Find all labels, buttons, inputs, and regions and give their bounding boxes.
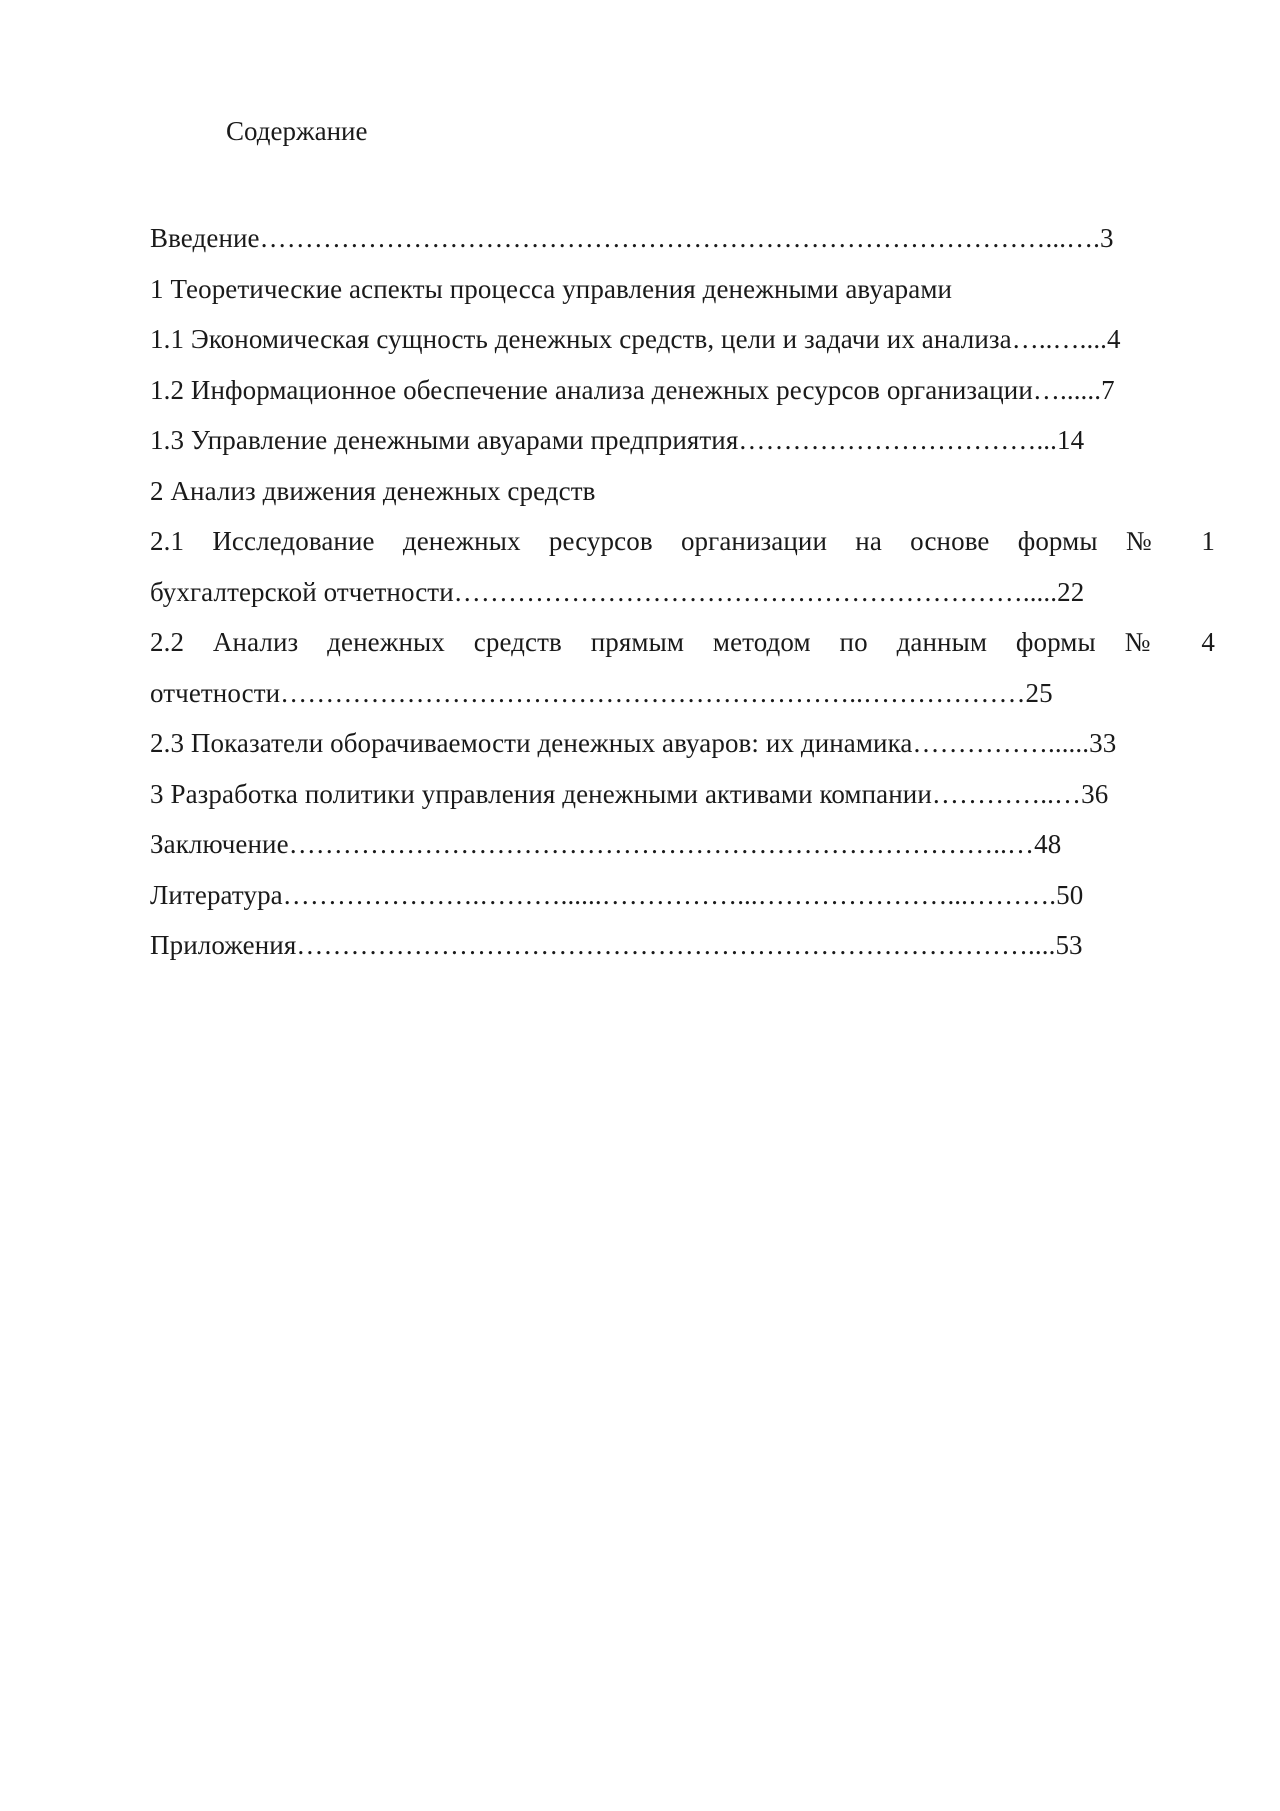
toc-entry-appendices: Приложения………………………………………………………………………....53 [150, 930, 1083, 960]
table-of-contents [150, 213, 1215, 971]
toc-entry-chapter-1: 1 Теоретические аспекты процесса управления денежными авуарами [150, 273, 953, 304]
toc-entry-section-2-2: 2.2 Анализ денежных средств прямым методом по данным формы № 4 [150, 627, 1215, 657]
toc-entry-section-2-2-continued: отчетности………………………………………………………..………………25 [150, 677, 1053, 708]
toc-entry-section-2-3: 2.3 Показатели оборачиваемости денежных авуаров: их динамика……………......33 [150, 728, 1117, 758]
toc-entry-section-1-2: 1.2 Информационное обеспечение анализа денежных ресурсов организации…......7 [150, 374, 1115, 405]
toc-entry-chapter-2: 2 Анализ движения денежных средств [150, 475, 596, 506]
toc-entry-section-1-1: 1.1 Экономическая сущность денежных средств, цели и задачи их анализа…..…....4 [150, 324, 1121, 354]
page-title: Содержание [226, 116, 368, 146]
toc-entry-introduction: Введение……………………………………………………………………………...….3 [150, 223, 1114, 253]
toc-entry-section-1-3: 1.3 Управление денежными авуарами предприятия……………………………...14 [150, 425, 1085, 455]
toc-entry-chapter-3: 3 Разработка политики управления денежными активами компании…………..…36 [150, 778, 1109, 809]
toc-entry-conclusion: Заключение……………………………………………………………………..…48 [150, 829, 1062, 859]
toc-entry-section-2-1-continued: бухгалтерской отчетности……………………………………………………….....22 [150, 576, 1085, 607]
toc-entry-literature: Литература………………….………......……………...…………………...……….50 [150, 879, 1084, 910]
toc-entry-section-2-1: 2.1 Исследование денежных ресурсов организации на основе формы № 1 [150, 526, 1215, 556]
